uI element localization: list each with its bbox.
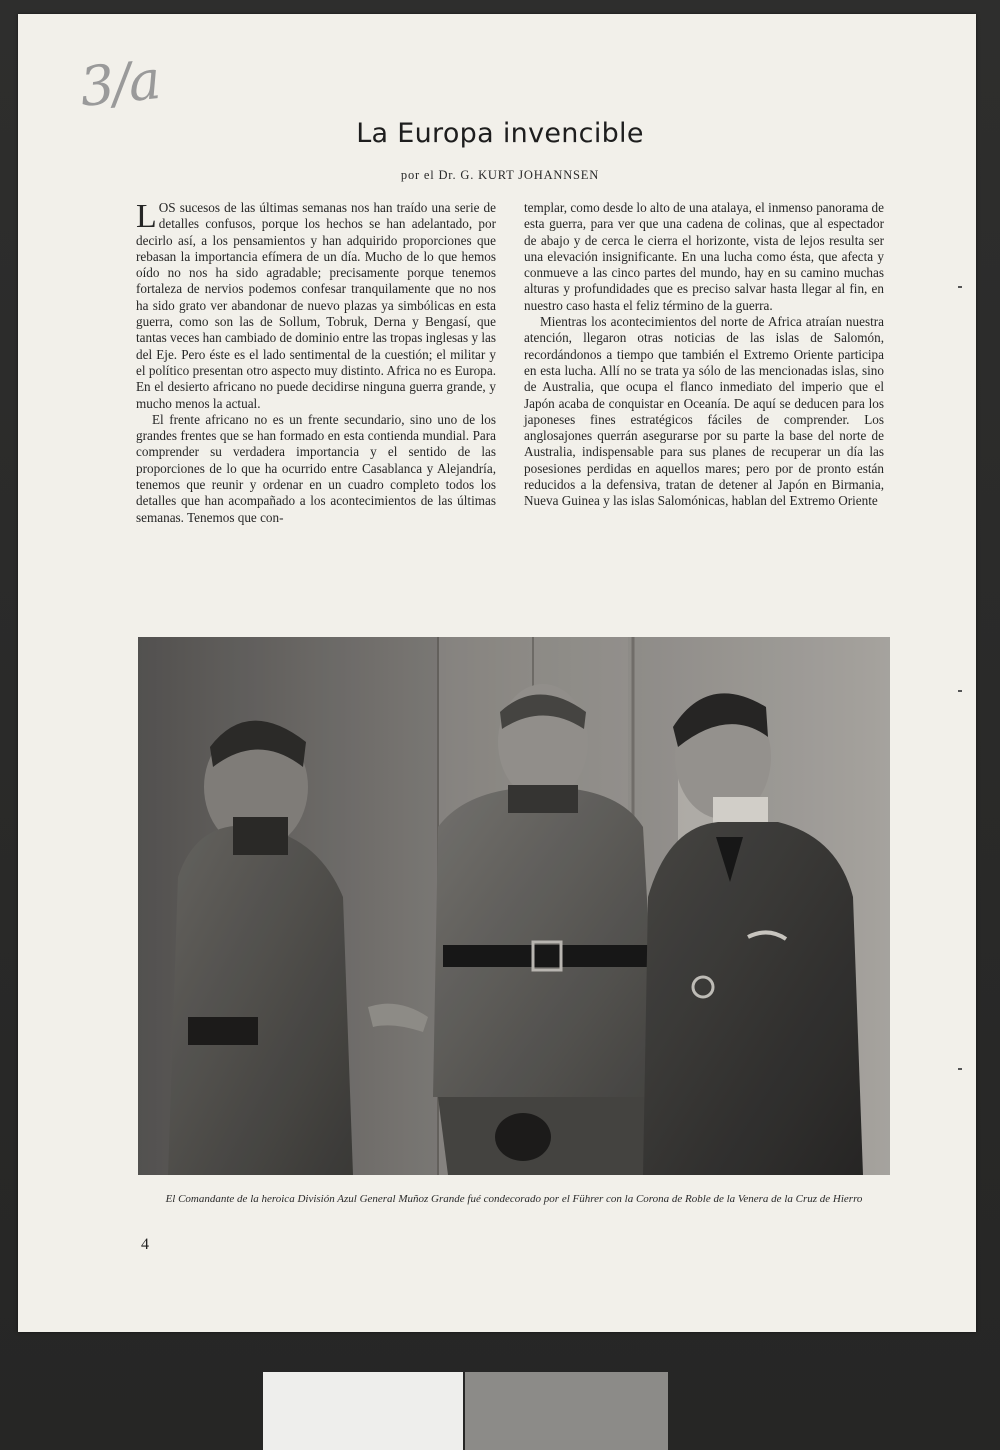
article-byline: por el Dr. G. KURT JOHANNSEN <box>400 168 600 182</box>
page-number: 4 <box>141 1236 149 1253</box>
scan-edge-mark <box>958 1068 962 1070</box>
photo-illustration <box>138 637 890 1175</box>
paragraph-text: OS sucesos de las últimas semanas nos han traído una serie de detalles confusos, porque los hechos se han adelantado, por decirlo así, a los pensamientos y han adquirido proporciones que rebasan la importancia efímera de un día. Mucho de lo que hemos oído no nos ha sido agradable; precisamente porque tenemos fortaleza de nervios podemos confesar tranquilamente que no nos ha sido grato ver abandonar de nuevo plazas ya simbólicas en esta guerra, como son las de Sollum, Tobruk, Derna y Bengasí, que tantas veces han cambiado de dominio entre las tropas inglesas y las del Eje. Pero éste es el lado sentimental de la cuestión; el militar y el político presentan otro aspecto muy distinto. Africa no es Europa. En el desierto africano no puede decidirse ninguna guerra grande, y mucho menos la actual. <box>136 200 496 411</box>
article-title: La Europa invencible <box>356 118 644 149</box>
photo-caption: El Comandante de la heroica División Azul General Muñoz Grande fué condecorado por el Führer con la Corona de Roble de la Venera de la Cruz de Hierro <box>165 1193 863 1205</box>
article-paragraph: Mientras los acontecimientos del norte de Africa atraían nuestra atención, llegaron otras noticias de las islas de Salomón, recordándonos a tiempo que también el Extremo Oriente participa en esta lucha. Allí no se trata ya sólo de las mencionadas islas, sino de Australia, que ocupa el flanco inmediato del imperio que el Japón acaba de conquistar en Oceanía. De aquí se deducen para los japoneses fines estratégicos fáciles de comprender. Los anglosajones querrán asegurarse por su parte la base del norte de Australia, indispensable para sus planes de recuperar un día las posesiones perdidas en aquellos mares; pero por de pronto están reducidos a la defensiva, tratan de detener al Japón en Birmania, Nueva Guinea y las islas Salomónicas, hablan del Extremo Oriente <box>524 314 884 509</box>
article-column-right <box>524 200 884 510</box>
drop-cap: L <box>136 198 157 235</box>
article-column-left <box>136 200 496 526</box>
color-calibration-white-swatch <box>263 1372 463 1450</box>
article-paragraph <box>136 200 496 412</box>
scan-edge-mark <box>958 286 962 288</box>
color-calibration-gray-swatch <box>465 1372 668 1450</box>
article-photo <box>138 637 890 1175</box>
handwritten-page-note: 3/a <box>76 48 162 119</box>
scan-edge-mark <box>958 690 962 692</box>
article-paragraph: El frente africano no es un frente secundario, sino uno de los grandes frentes que se han formado en esta contienda mundial. Para comprender su verdadera importancia y el sentido de las proporciones de lo que ha ocurrido entre Casablanca y Alejandría, tenemos que reunir y ordenar en un cuadro completo todos los detalles que han acompañado a los acontecimientos de las últimas semanas. Tenemos que con- <box>136 411 496 525</box>
article-paragraph: templar, como desde lo alto de una atalaya, el inmenso panorama de esta guerra, para ver que una cadena de colinas, que al espectador de abajo y de cerca le cierra el horizonte, vista de lejos resulta ser una elevación insignificante. En una lucha como ésta, que afecta y conmueve a las cinco partes del mundo, hay en su camino muchas alturas y profundidades que es preciso salvar hasta llegar al fin, en nuestro caso hasta el feliz término de la guerra. <box>524 200 884 313</box>
